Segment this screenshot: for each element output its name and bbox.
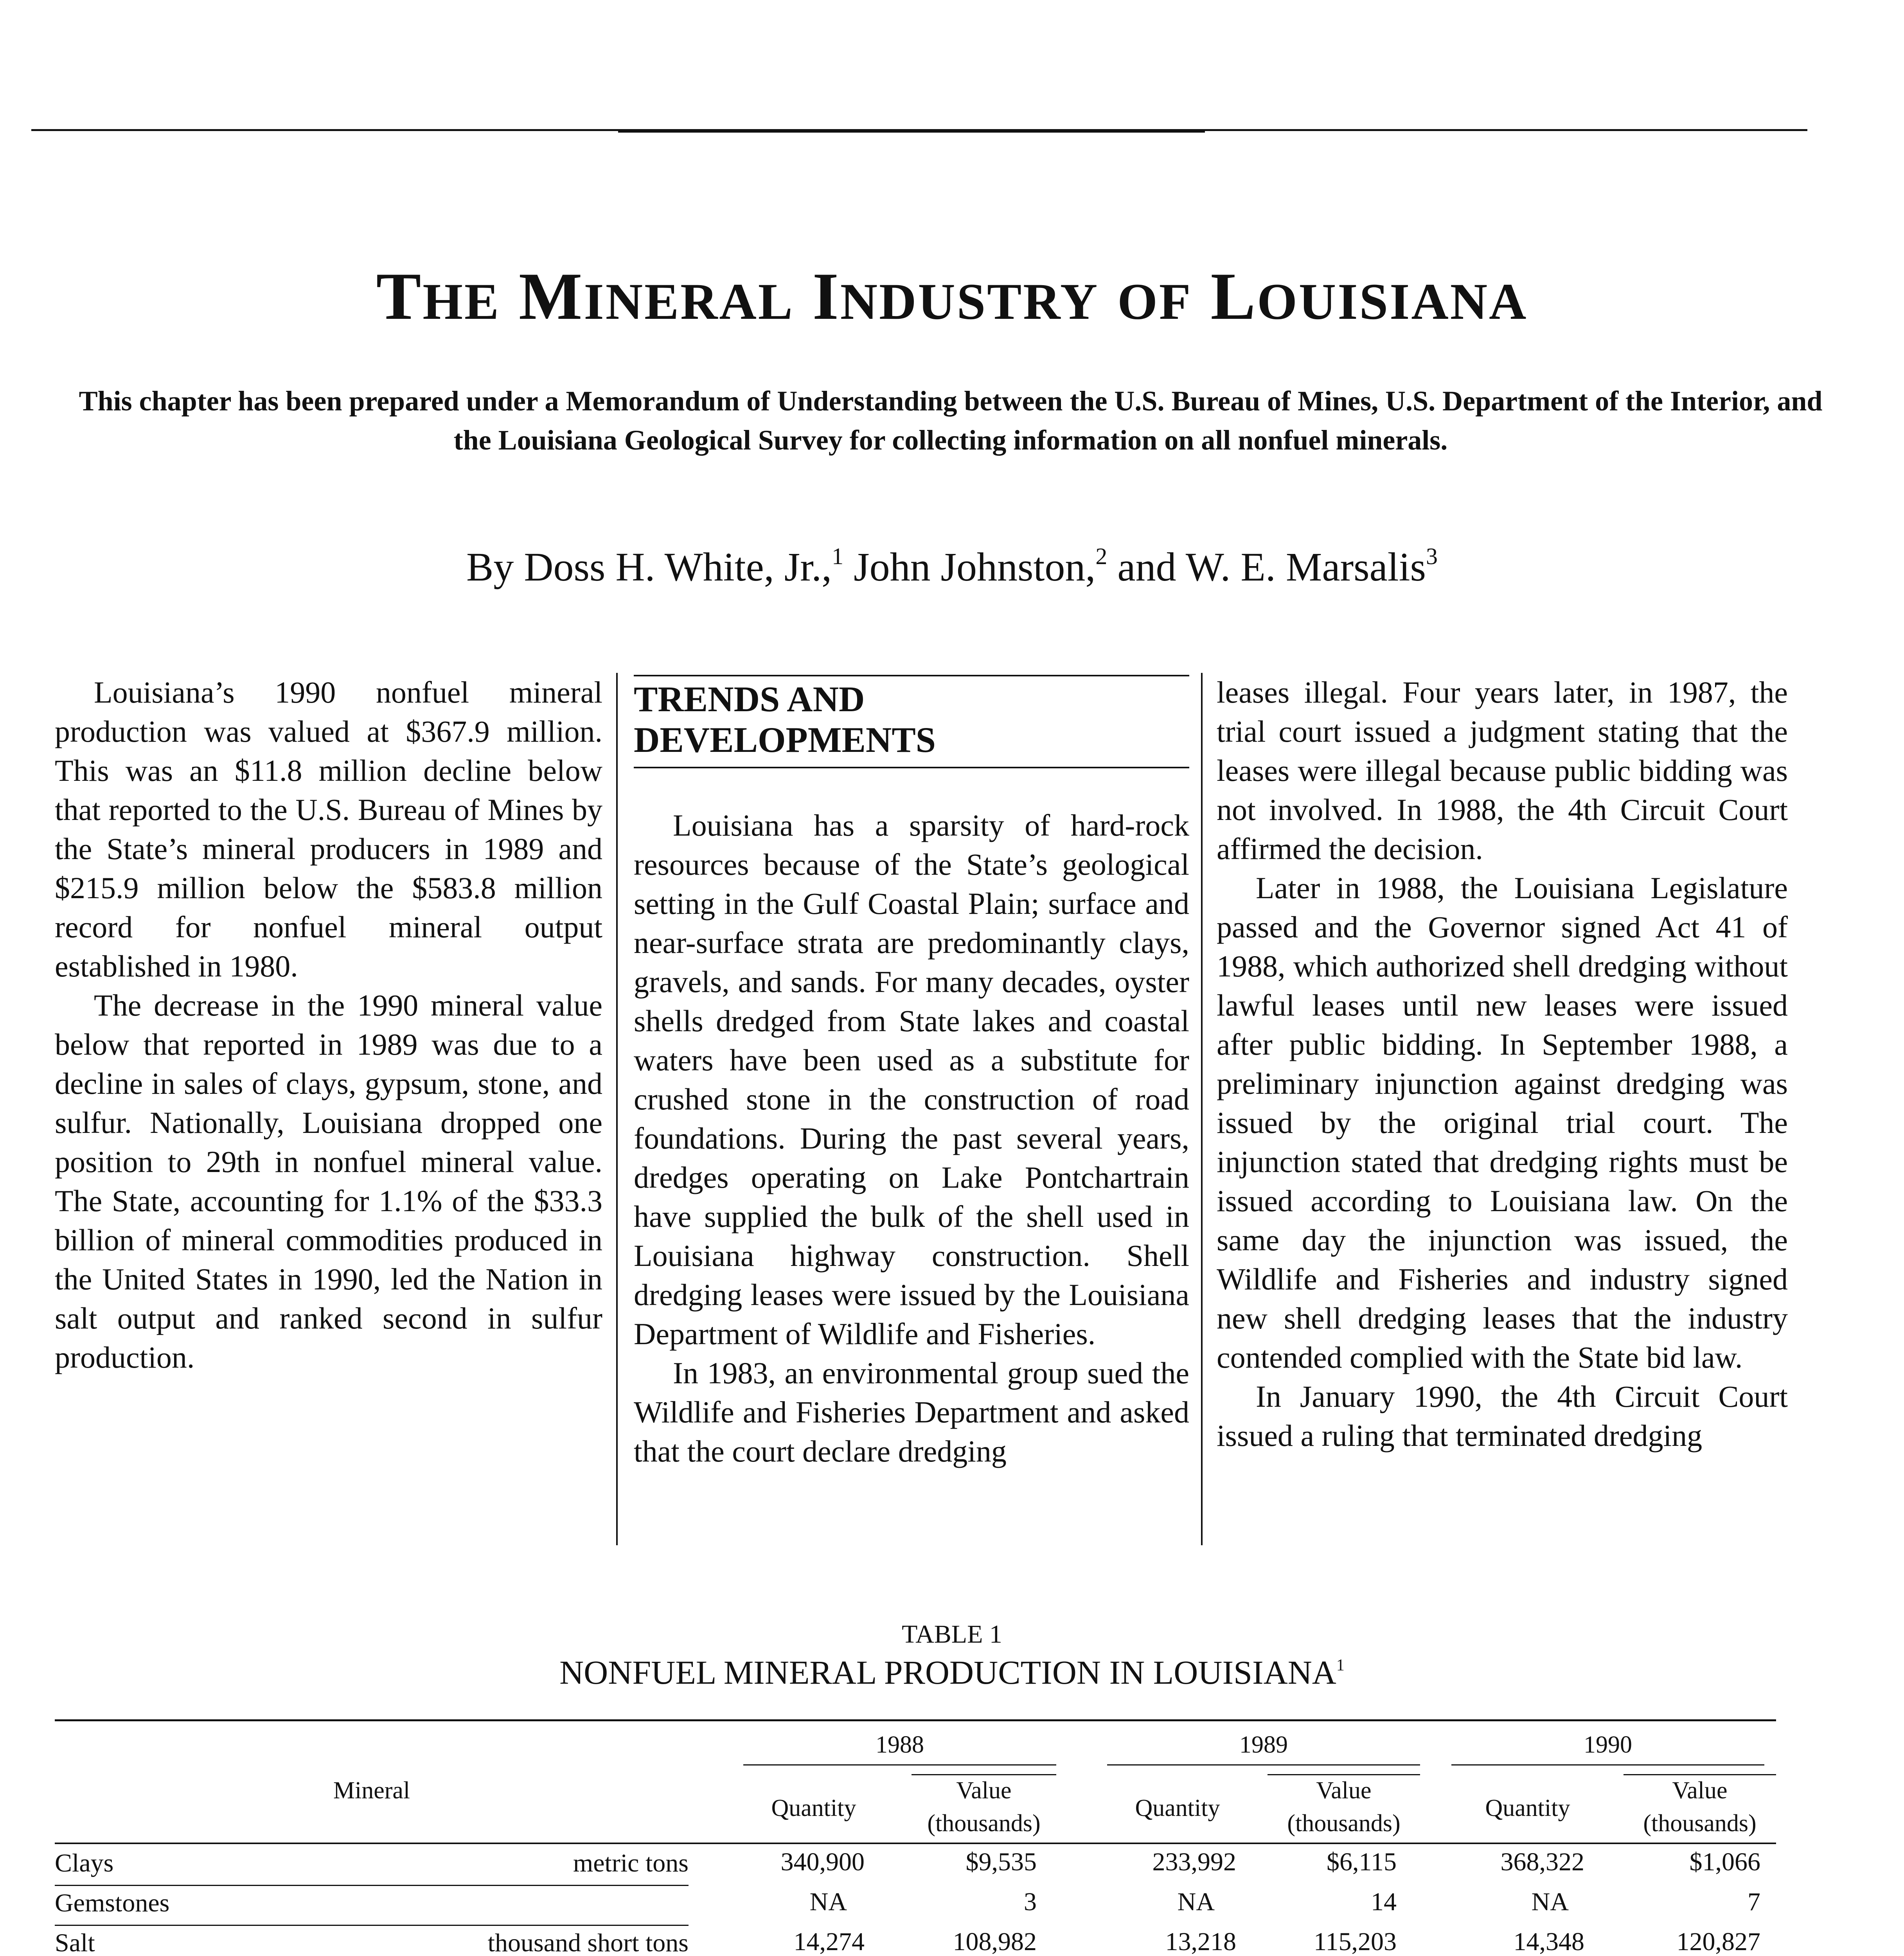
table-cell: 3 (1024, 1888, 1037, 1916)
author-byline: By Doss H. White, Jr.,$^1$ John Johnston,$^2$ and W. E. Marsalis$^3$ (466, 543, 1438, 590)
table-cell: $1,066 (1689, 1848, 1760, 1876)
row-unit: metric tons (573, 1849, 689, 1877)
table-cell: 14,348 (1513, 1927, 1584, 1956)
table-cell: $9,535 (965, 1848, 1037, 1876)
table-number: TABLE 1 (902, 1620, 1002, 1649)
row-unit: thousand short tons (487, 1929, 689, 1956)
row-name-salt: Salt (55, 1929, 95, 1956)
paragraph: Louisiana’s 1990 nonfuel mineral production was valued at $367.9 million. This was an $11.8 million decline below that reported to the U.S. Bureau of Mines by the State’s mineral producers in 1989 and $215.9 million below the $583.8 million record for nonfuel mineral output established in 1980. (55, 675, 602, 983)
table-top-rule (55, 1719, 1776, 1721)
row-name-clays: Clays (55, 1849, 114, 1877)
body-column-2 (634, 806, 1189, 1471)
body-column-1 (55, 673, 602, 1377)
table-cell: $6,115 (1326, 1848, 1397, 1876)
year-rule (1451, 1764, 1764, 1765)
year-header-1990: 1990 (1584, 1731, 1632, 1758)
header-bottom-rule (55, 1843, 1776, 1844)
value-subrule (1268, 1774, 1420, 1775)
value-subrule (912, 1774, 1056, 1775)
value-header: Value (thousands) (1643, 1777, 1757, 1837)
year-rule (743, 1764, 1056, 1765)
table-cell: 7 (1748, 1888, 1760, 1916)
year-rule (1107, 1764, 1420, 1765)
table-cell: 14,274 (793, 1927, 865, 1956)
table-cell: NA (1531, 1888, 1569, 1916)
paragraph: Later in 1988, the Louisiana Legislature passed and the Governor signed Act 41 of 1988, which authorized shell dredging without lawful leases until new leases were issued after public bidding. In September 1988, a preliminary injunction against dredging was issued by the original trial court. The injunction stated that dredging rights must be issued according to Louisiana law. On the same day the injunction was issued, the Wildlife and Fisheries and industry signed new shell dredging leases that the industry contended complied with the State bid law. (1217, 871, 1788, 1374)
body-column-3 (1217, 673, 1788, 1455)
heading-rule-top (634, 675, 1189, 676)
table-cell: 233,992 (1152, 1848, 1236, 1876)
section-heading: TRENDS AND DEVELOPMENTS (634, 679, 936, 760)
value-subrule (1624, 1774, 1776, 1775)
table-title: NONFUEL MINERAL PRODUCTION IN LOUISIANA$^1$ (559, 1654, 1345, 1691)
table-cell: NA (809, 1888, 847, 1916)
paragraph: In January 1990, the 4th Circuit Court issued a ruling that terminated dredging (1217, 1379, 1788, 1453)
table-cell: 14 (1371, 1888, 1397, 1916)
paragraph: leases illegal. Four years later, in 1987, the trial court issued a judgment stating that the leases were illegal because public bidding was not involved. In 1988, the 4th Circuit Court affirmed the decision. (1217, 675, 1788, 866)
table-cell: 120,827 (1676, 1927, 1760, 1956)
column-divider-right (1201, 673, 1203, 1545)
column-divider-left (616, 673, 618, 1545)
paragraph: Louisiana has a sparsity of hard-rock resources because of the State’s geological setting in the Gulf Coastal Plain; surface and near-surface strata are predominantly clays, gravels, and sands. For many decades, oyster shells dredged from State lakes and coastal waters have been used as a substitute for crushed stone in the construction of road foundations. During the past several years, dredges operating on Lake Pontchartrain have supplied the bulk of the shell used in Louisiana highway construction. Shell dredging leases were issued by the Louisiana Department of Wildlife and Fisheries. (634, 808, 1189, 1351)
quantity-header: Quantity (1135, 1795, 1220, 1821)
quantity-header: Quantity (771, 1795, 856, 1821)
row-rule (55, 1925, 689, 1926)
value-header: Value (thousands) (1287, 1777, 1401, 1837)
table-cell: 368,322 (1500, 1848, 1584, 1876)
quantity-header: Quantity (1485, 1795, 1570, 1821)
table-cell: 13,218 (1165, 1927, 1236, 1956)
paragraph: In 1983, an environmental group sued the Wildlife and Fisheries Department and asked that the court declare dredging (634, 1356, 1189, 1468)
heading-rule-bottom (634, 767, 1189, 768)
paragraph: The decrease in the 1990 mineral value below that reported in 1989 was due to a decline in sales of clays, gypsum, stone, and sulfur. Nationally, Louisiana dropped one position to 29th in nonfuel mineral value. The State, accounting for 1.1% of the $33.3 billion of mineral commodities produced in the United States in 1990, led the Nation in salt output and ranked second in sulfur production. (55, 988, 602, 1374)
table-cell: 108,982 (953, 1927, 1037, 1956)
top-rule-thick (618, 129, 1205, 133)
year-header-1989: 1989 (1239, 1731, 1288, 1758)
chapter-intro: This chapter has been prepared under a Memorandum of Understanding between the U.S. Bureau of Mines, U.S. Department of the Interior, and the Louisiana Geological Survey for collecting information on all nonfuel minerals. (79, 385, 1823, 456)
year-header-1988: 1988 (876, 1731, 924, 1758)
table-cell: 340,900 (780, 1848, 865, 1876)
row-name-gemstones: Gemstones (55, 1889, 170, 1917)
row-rule (55, 1885, 689, 1886)
table-cell: NA (1177, 1888, 1215, 1916)
mineral-header: Mineral (333, 1777, 410, 1804)
table-cell: 115,203 (1313, 1927, 1397, 1956)
page-title: THE MINERAL INDUSTRY OF LOUISIANA (376, 259, 1528, 334)
value-header: Value (thousands) (927, 1777, 1041, 1837)
